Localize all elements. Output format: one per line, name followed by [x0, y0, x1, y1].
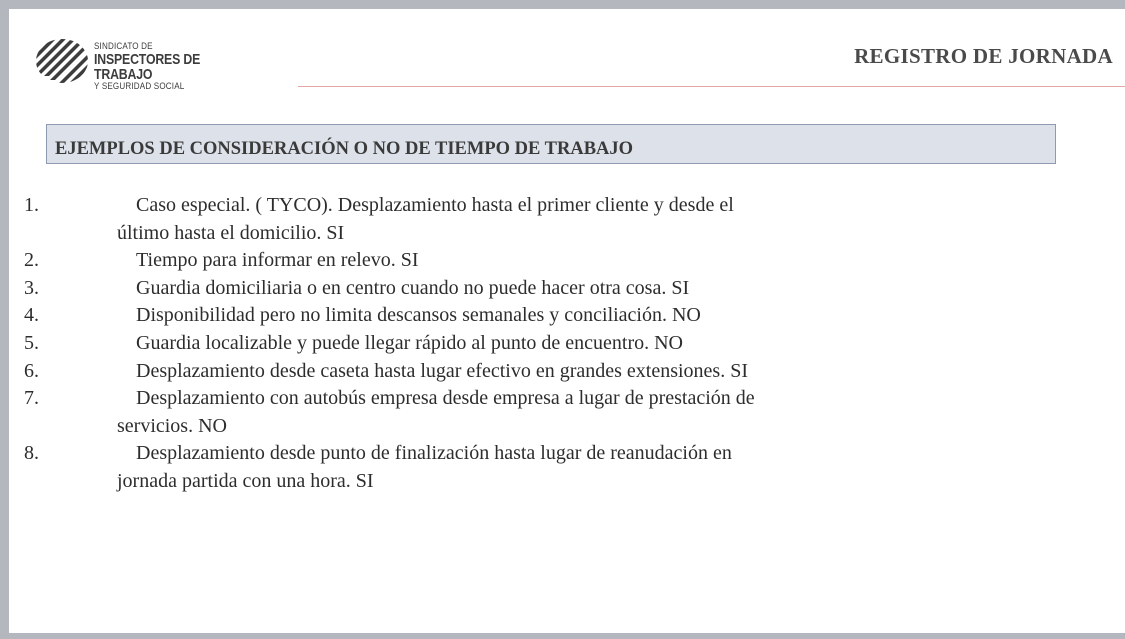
section-heading-box: [46, 124, 1056, 164]
list-item-number: 2.: [24, 249, 39, 272]
list-item: [0, 440, 1125, 495]
list-item: [0, 192, 1125, 247]
list-item-number: 4.: [24, 304, 39, 327]
list-item-text: Guardia domiciliaria o en centro cuando no puede hacer otra cosa. SI: [136, 276, 690, 299]
logo-line-2: INSPECTORES DE TRABAJO: [94, 50, 201, 83]
list-item-text: Desplazamiento con autobús empresa desde empresa a lugar de prestación de servicios. NO: [117, 387, 755, 437]
bottom-border: [0, 633, 1125, 639]
list-item: [0, 330, 1125, 358]
header-divider: [298, 86, 1125, 87]
list-item-text: Disponibilidad pero no limita descansos semanales y conciliación. NO: [136, 304, 701, 327]
list-item-text: Guardia localizable y puede llegar rápido al punto de encuentro. NO: [136, 331, 684, 354]
list-item-number: 8.: [24, 442, 39, 465]
document-title: REGISTRO DE JORNADA: [854, 44, 1113, 68]
union-logo: [34, 38, 274, 92]
section-title: EJEMPLOS DE CONSIDERACIÓN O NO DE TIEMPO DE TRABAJO: [55, 139, 634, 159]
striped-globe-icon: [34, 38, 90, 84]
list-item: [0, 358, 1125, 386]
list-item-number: 5.: [24, 331, 39, 354]
list-item-number: 1.: [24, 194, 39, 216]
top-border: [0, 0, 1125, 9]
logo-wordmark: [94, 42, 274, 91]
list-item: [0, 275, 1125, 303]
list-item: [0, 247, 1125, 275]
examples-list: [0, 192, 1125, 496]
list-item-text: Desplazamiento desde punto de finalización hasta lugar de reanudación en jornada partida con una hora. SI: [117, 442, 732, 492]
list-item-text: Caso especial. ( TYCO). Desplazamiento hasta el primer cliente y desde el último hasta el domicilio. SI: [117, 194, 734, 244]
list-item-text: Desplazamiento desde caseta hasta lugar efectivo en grandes extensiones. SI: [136, 359, 748, 382]
list-item-number: 7.: [24, 387, 39, 410]
list-item: [0, 302, 1125, 330]
logo-line-3: Y SEGURIDAD SOCIAL: [94, 80, 185, 92]
list-item-number: 6.: [24, 359, 39, 382]
logo-line-1: SINDICATO DE: [94, 41, 153, 52]
list-item: [0, 385, 1125, 440]
list-item-text: Tiempo para informar en relevo. SI: [136, 249, 419, 272]
list-item-number: 3.: [24, 276, 39, 299]
